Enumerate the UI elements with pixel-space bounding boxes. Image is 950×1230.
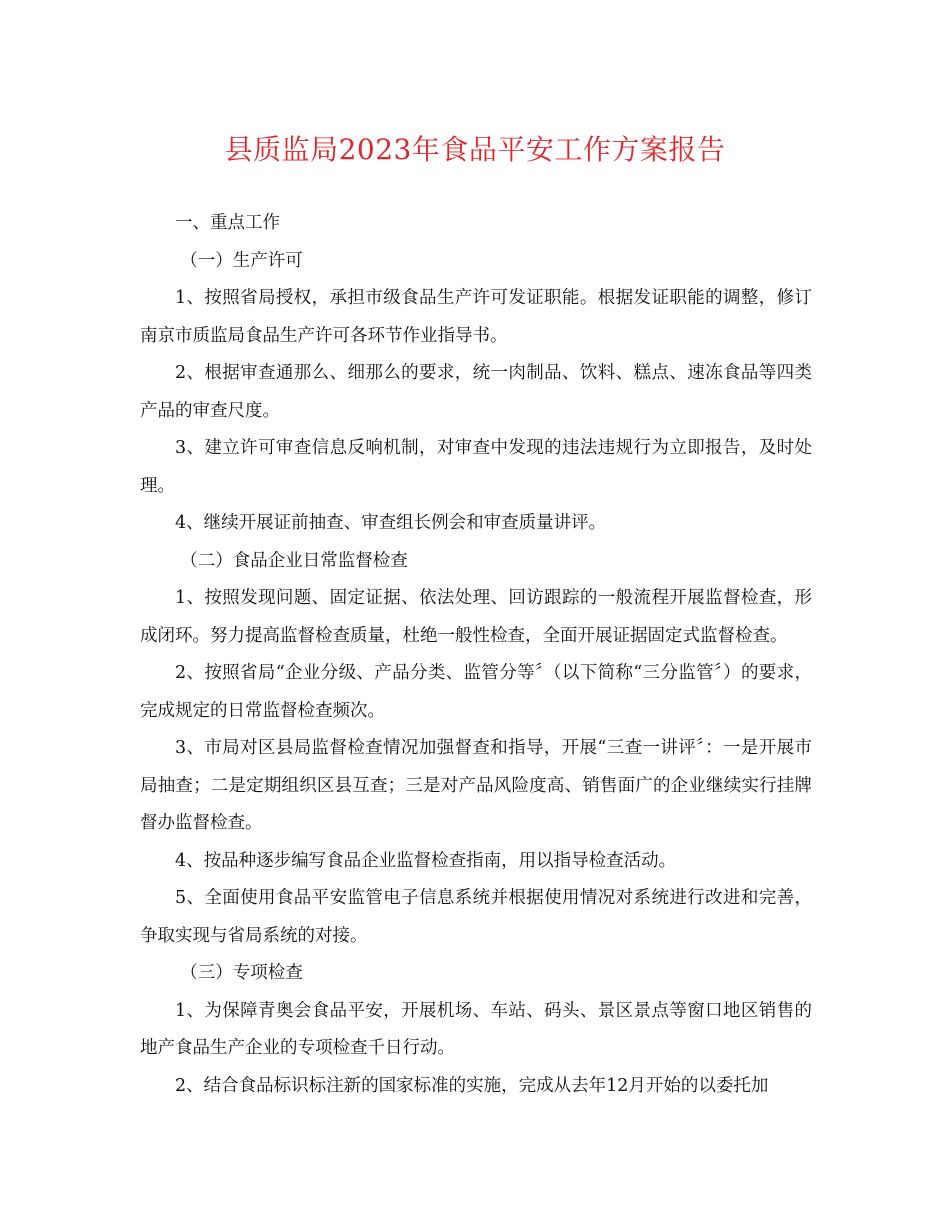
subsection-heading: （二）食品企业日常监督检查 xyxy=(180,550,408,571)
paragraph: 1、按照发现问题、固定证据、依法处理、回访跟踪的一般流程开展监督检查，形成闭环。努力提高监督检查质量，杜绝一般性检查，全面开展证据固定式监督检查。 xyxy=(140,588,812,646)
paragraph: 2、按照省局“企业分级、产品分类、监管分等〞（以下简称“三分监管〞）的要求，完成规定的日常监督检查频次。 xyxy=(140,663,812,721)
paragraph: 5、全面使用食品平安监管电子信息系统并根据使用情况对系统进行改进和完善，争取实现与省局系统的对接。 xyxy=(140,888,812,946)
paragraph: 3、建立许可审查信息反响机制，对审查中发现的违法违规行为立即报告，及时处理。 xyxy=(140,438,812,496)
paragraph: 1、为保障青奥会食品平安，开展机场、车站、码头、景区景点等窗口地区销售的地产食品生产企业的专项检查千日行动。 xyxy=(140,1000,812,1058)
section-heading: 一、重点工作 xyxy=(175,213,280,233)
paragraph: 4、按品种逐步编写食品企业监督检查指南，用以指导检查活动。 xyxy=(175,850,677,871)
subsection-heading: （一）生产许可 xyxy=(180,250,303,271)
paragraph: 2、根据审查通那么、细那么的要求，统一肉制品、饮料、糕点、速冻食品等四类产品的审查尺度。 xyxy=(140,363,812,421)
paragraph: 3、市局对区县局监督检查情况加强督查和指导，开展“三查一讲评〞：一是开展市局抽查；二是定期组织区县互查；三是对产品风险度高、销售面广的企业继续实行挂牌督办监督检查。 xyxy=(140,738,812,833)
document-title: 县质监局2023年食品平安工作方案报告 xyxy=(224,133,726,166)
paragraph: 4、继续开展证前抽查、审查组长例会和审查质量讲评。 xyxy=(175,513,607,533)
paragraph: 2、结合食品标识标注新的国家标准的实施，完成从去年12月开始的以委托加 xyxy=(175,1075,769,1096)
paragraph: 1、按照省局授权，承担市级食品生产许可发证职能。根据发证职能的调整，修订南京市质监局食品生产许可各环节作业指导书。 xyxy=(140,288,812,346)
document-body xyxy=(140,205,812,1105)
subsection-heading: （三）专项检查 xyxy=(180,963,303,983)
